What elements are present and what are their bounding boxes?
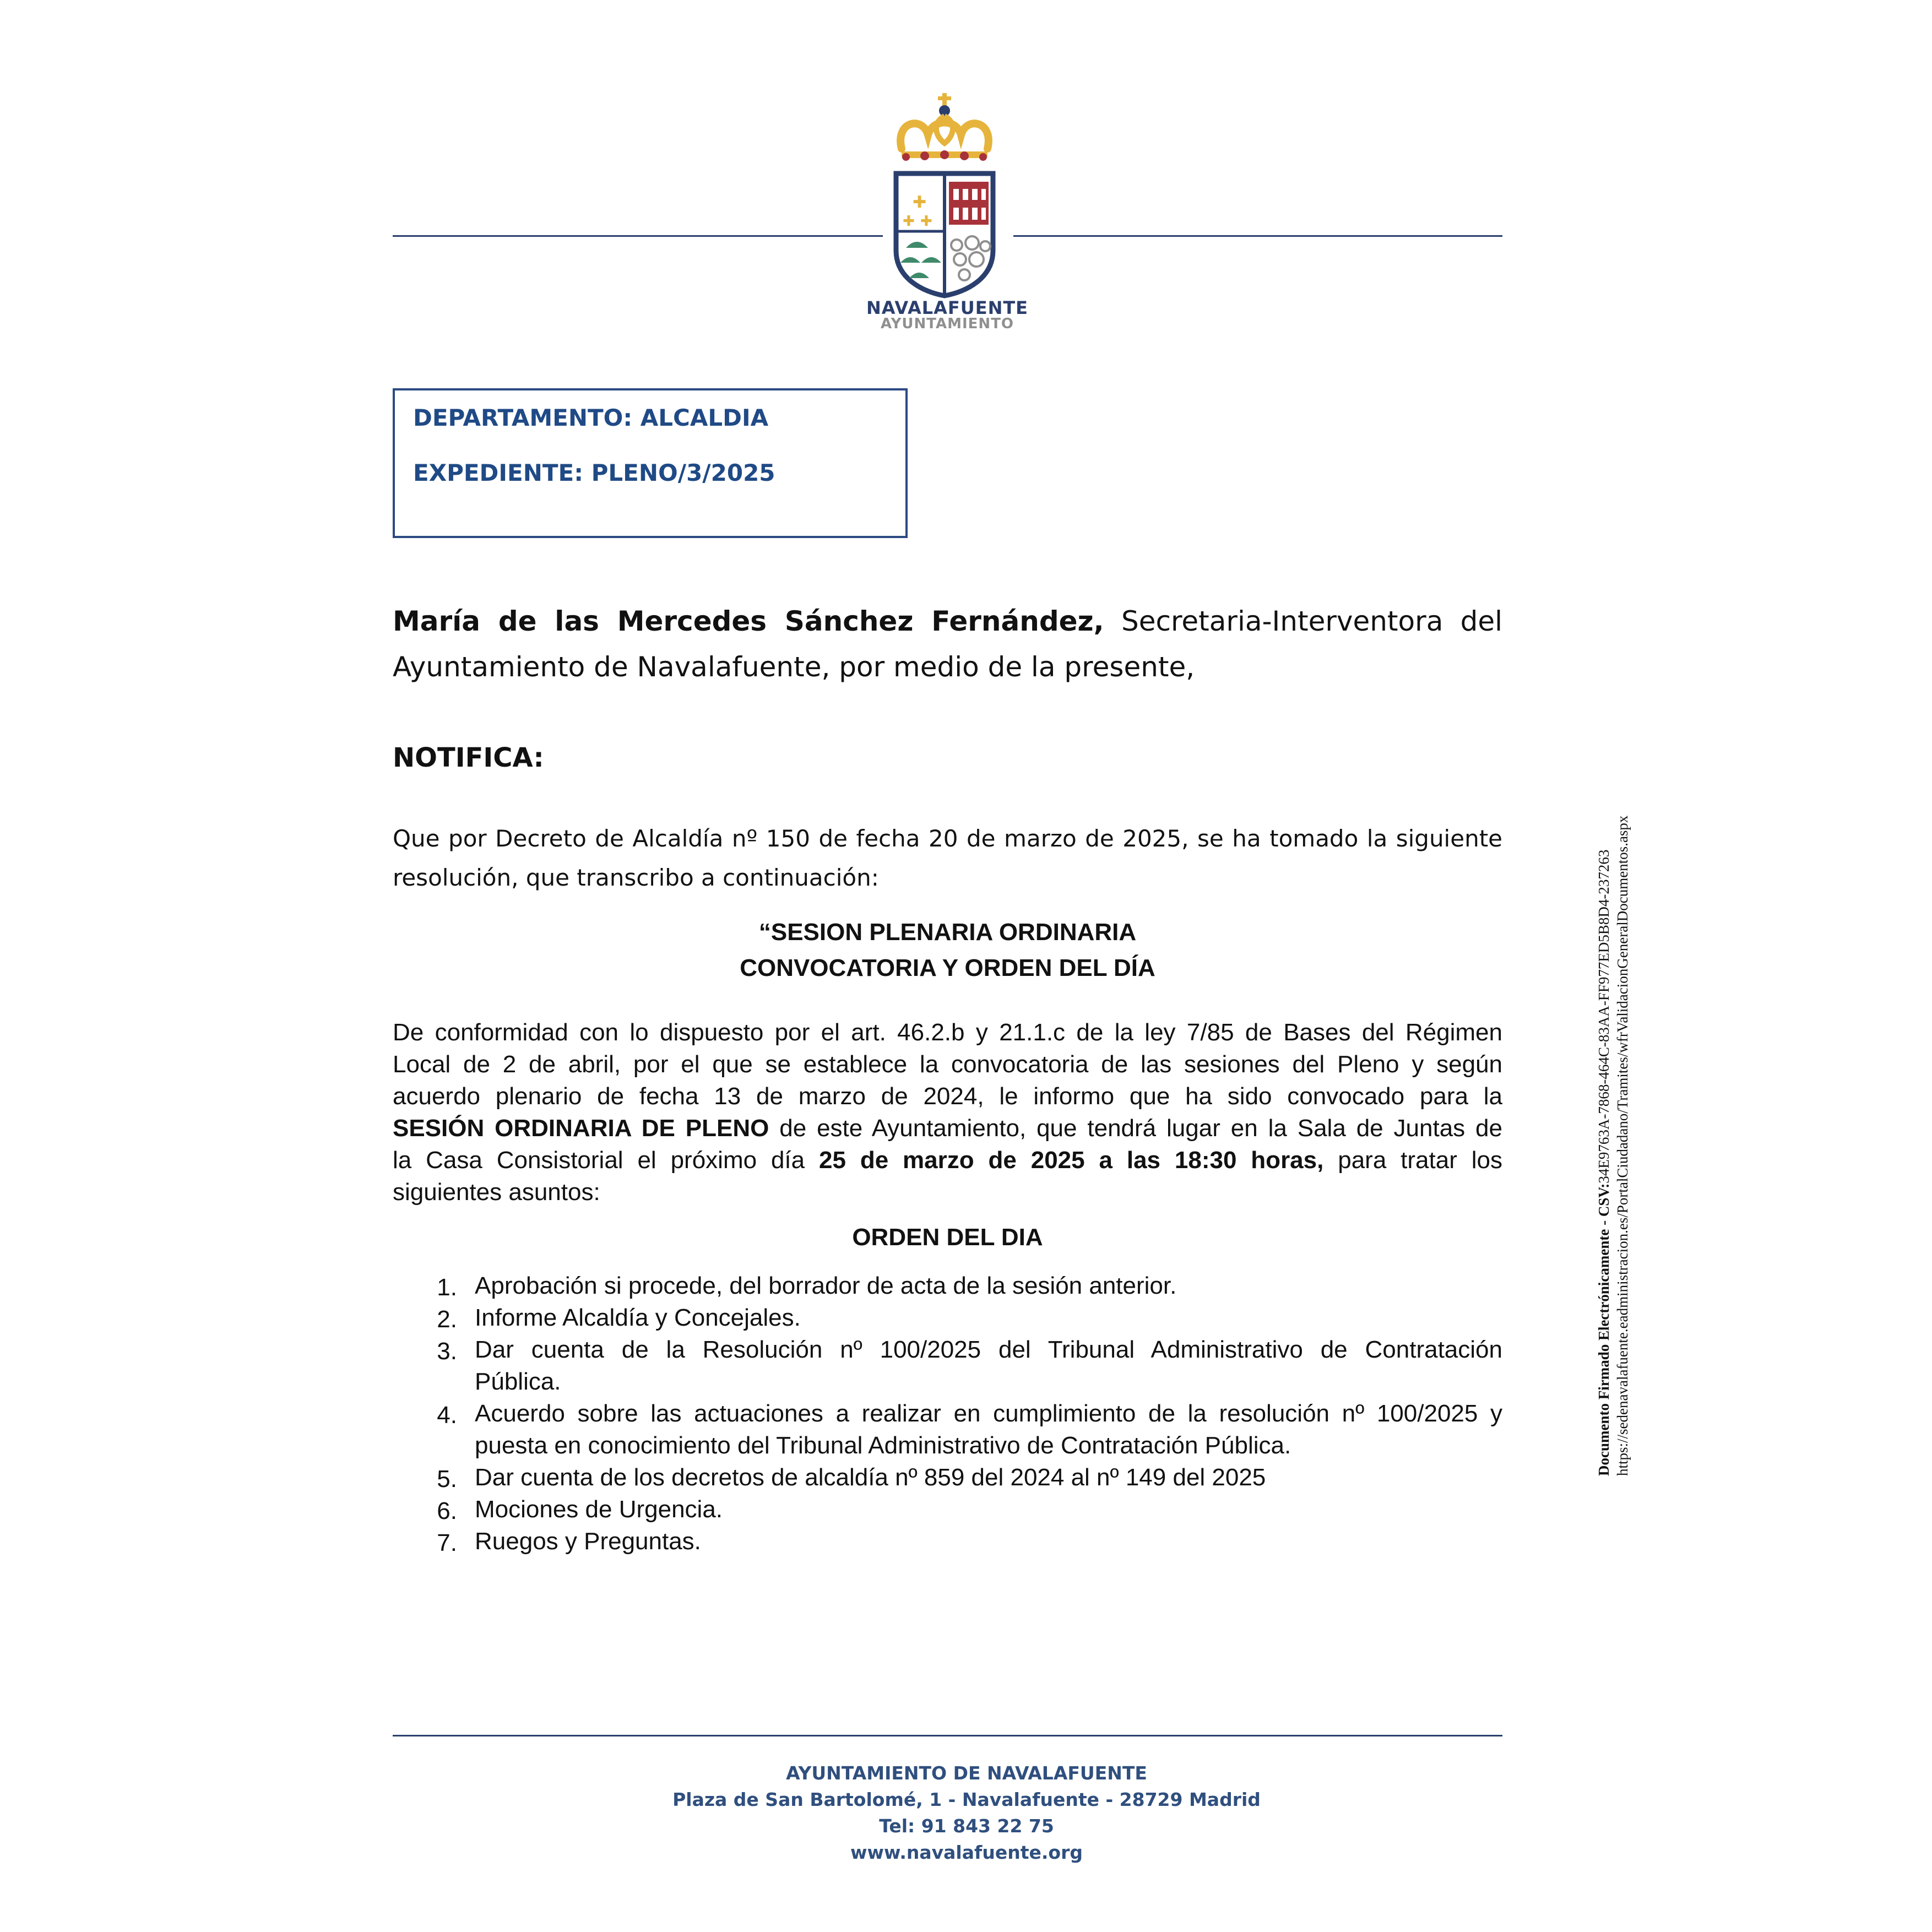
convocation-line-4-rest: de este Ayuntamiento, que tendrá lugar en la Sala de Juntas de <box>769 1115 1502 1142</box>
svg-text:✚: ✚ <box>920 213 932 230</box>
brand-name: NAVALAFUENTE <box>866 297 1029 318</box>
agenda-item-number: 3. <box>437 1338 457 1365</box>
intro-line-2: Ayuntamiento de Navalafuente, por medio de la presente, <box>393 651 1195 683</box>
header-rule-right <box>1013 235 1502 237</box>
agenda-item-text: Dar cuenta de la Resolución nº 100/2025 del Tribunal Administrativo de Contratación <box>475 1336 1502 1363</box>
coat-of-arms-icon <box>889 91 1000 300</box>
convocation-line-6: siguientes asuntos: <box>393 1179 600 1206</box>
session-title-1: “SESION PLENARIA ORDINARIA <box>758 919 1137 946</box>
convocation-line-5 <box>393 1144 1502 1176</box>
signature-url[interactable]: https://sedenavalafuente.eadministracion.es/PortalCiudadano/Tramites/wfrValidacionGeneralDocumentos.aspx <box>1614 815 1631 1476</box>
decree-line-1: Que por Decreto de Alcaldía nº 150 de fecha 20 de marzo de 2025, se ha tomado la siguiente <box>393 825 1502 852</box>
agenda-item-number: 6. <box>437 1497 457 1524</box>
agenda-item-number: 4. <box>437 1402 457 1429</box>
notifica-heading: NOTIFICA: <box>393 742 544 773</box>
convocation-line-5-b: para tratar los <box>1323 1147 1502 1174</box>
agenda-item-text: Aprobación si procede, del borrador de acta de la sesión anterior. <box>475 1272 1177 1299</box>
footer-website-link[interactable]: www.navalafuente.org <box>850 1842 1083 1863</box>
secretary-name: María de las Mercedes Sánchez Fernández, <box>393 605 1104 637</box>
header-rule-left <box>393 235 883 237</box>
footer-rule <box>393 1735 1502 1736</box>
footer-phone: Tel: 91 843 22 75 <box>879 1815 1054 1837</box>
convocation-line-1: De conformidad con lo dispuesto por el art. 46.2.b y 21.1.c de la ley 7/85 de Bases del Régimen <box>393 1019 1502 1046</box>
department-box <box>393 388 908 538</box>
session-type: SESIÓN ORDINARIA DE PLENO <box>393 1115 769 1142</box>
session-title-2: CONVOCATORIA Y ORDEN DEL DÍA <box>740 954 1155 981</box>
expediente-label: EXPEDIENTE: PLENO/3/2025 <box>413 459 775 486</box>
agenda-item-text: Acuerdo sobre las actuaciones a realizar en cumplimiento de la resolución nº 100/2025 y <box>475 1400 1502 1427</box>
session-datetime: 25 de marzo de 2025 a las 18:30 horas, <box>819 1147 1324 1174</box>
convocation-line-5-a: la Casa Consistorial el próximo día <box>393 1147 819 1174</box>
agenda-item-text-cont: puesta en conocimiento del Tribunal Administrativo de Contratación Pública. <box>475 1432 1291 1459</box>
agenda-item-text: Ruegos y Preguntas. <box>475 1528 701 1555</box>
secretary-role: Secretaria-Interventora del <box>1121 605 1502 637</box>
convocation-line-3: acuerdo plenario de fecha 13 de marzo de 2024, le informo que ha sido convocado para la <box>393 1083 1502 1110</box>
signature-line-1 <box>1594 705 1613 1476</box>
brand-subtitle: AYUNTAMIENTO <box>880 316 1014 332</box>
agenda-title: ORDEN DEL DIA <box>852 1224 1043 1251</box>
agenda-item-number: 7. <box>437 1529 457 1556</box>
convocation-line-4 <box>393 1112 1502 1144</box>
svg-text:✚: ✚ <box>903 213 915 230</box>
agenda-item-number: 5. <box>437 1466 457 1493</box>
footer-organization: AYUNTAMIENTO DE NAVALAFUENTE <box>786 1762 1147 1784</box>
svg-text:✚: ✚ <box>913 193 927 212</box>
agenda-item-text: Mociones de Urgencia. <box>475 1496 723 1523</box>
electronic-signature-note <box>1594 705 1632 1476</box>
agenda-item-text: Dar cuenta de los decretos de alcaldía nº 859 del 2024 al nº 149 del 2025 <box>475 1464 1266 1491</box>
agenda-item-text: Informe Alcaldía y Concejales. <box>475 1304 801 1331</box>
agenda-item-number: 1. <box>437 1274 457 1301</box>
agenda-item-text-cont: Pública. <box>475 1368 561 1395</box>
department-label: DEPARTAMENTO: ALCALDIA <box>413 404 769 431</box>
signature-label: Documento Firmado Electrónicamente - CSV: <box>1595 1183 1612 1476</box>
intro-line-1 <box>393 604 1502 638</box>
agenda-item-number: 2. <box>437 1306 457 1333</box>
footer-address: Plaza de San Bartolomé, 1 - Navalafuente - 28729 Madrid <box>672 1789 1261 1810</box>
convocation-line-2: Local de 2 de abril, por el que se establece la convocatoria de las sesiones del Pleno y según <box>393 1051 1502 1078</box>
signature-csv: 34E9763A-7868-464C-83AA-FF977ED5B8D4-237263 <box>1595 849 1612 1184</box>
decree-line-2: resolución, que transcribo a continuación: <box>393 864 879 891</box>
